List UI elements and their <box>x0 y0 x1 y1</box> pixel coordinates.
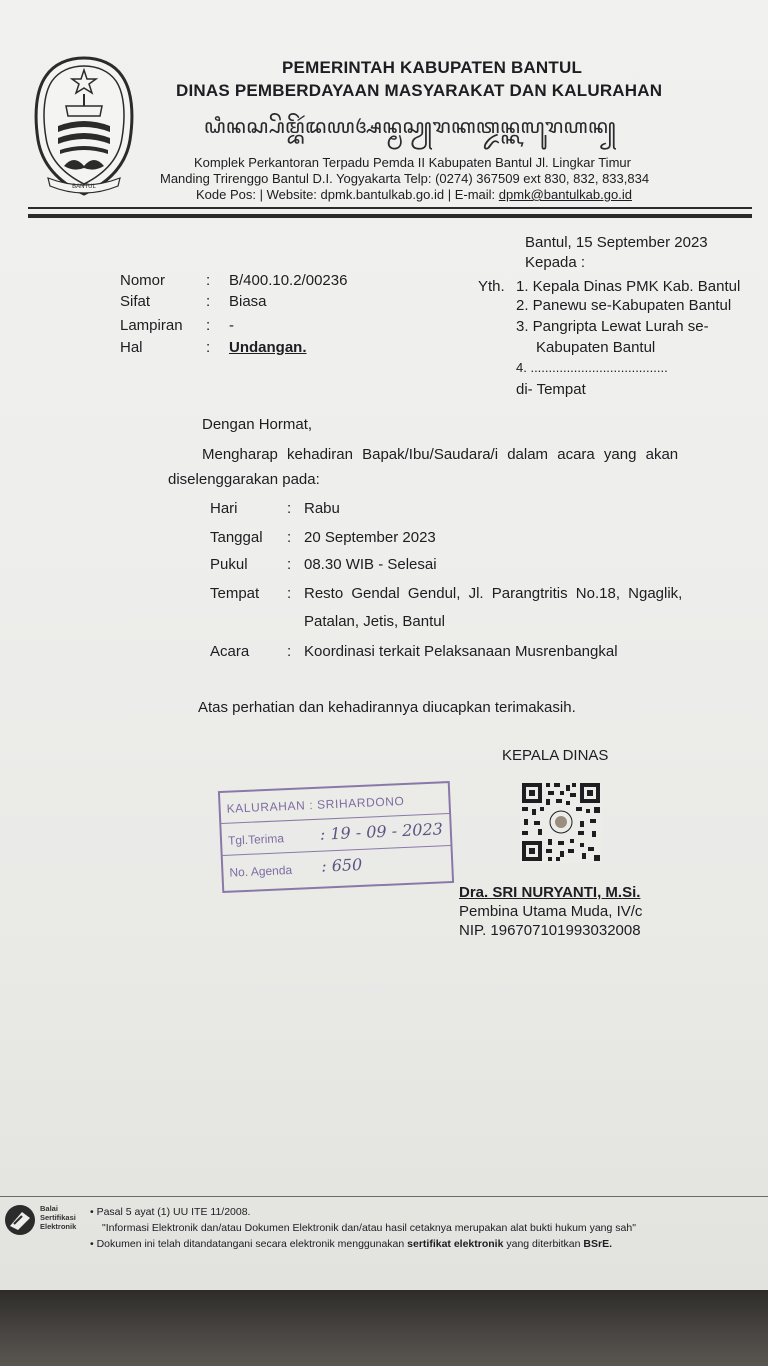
hari-label: Hari <box>210 500 238 517</box>
bsre-label <box>40 1204 76 1231</box>
signature-title: KEPALA DINAS <box>502 747 609 764</box>
header-address-line3 <box>196 187 632 202</box>
header-divider-thin <box>28 207 752 209</box>
recipient-4: 4. ...................................... <box>516 360 668 375</box>
tempat-colon: : <box>287 585 292 602</box>
bsre-label-line2: Sertifikasi <box>40 1213 76 1222</box>
hal-value: Undangan. <box>229 339 307 356</box>
stamp-date-handwritten: : 19 - 09 - 2023 <box>319 819 444 844</box>
recipient-3-continued: Kabupaten Bantul <box>536 339 656 356</box>
lampiran-colon: : <box>206 317 211 334</box>
stamp-kalurahan-text: KALURAHAN : SRIHARDONO <box>226 793 405 816</box>
signature-qr-code-icon <box>520 781 602 863</box>
stamp-agenda-handwritten: : 650 <box>320 854 363 876</box>
hari-value: Rabu <box>304 500 340 517</box>
footer-esign-bold: sertifikat elektronik <box>407 1238 504 1250</box>
signatory-name: Dra. SRI NURYANTI, M.Si. <box>459 884 641 901</box>
hal-label: Hal <box>120 339 143 356</box>
greeting: Dengan Hormat, <box>202 416 313 433</box>
recipient-place: di- Tempat <box>516 381 586 398</box>
hal-colon: : <box>206 339 211 356</box>
tanggal-value: 20 September 2023 <box>304 529 436 546</box>
sifat-value: Biasa <box>229 293 267 310</box>
pukul-value: 08.30 WIB - Selesai <box>304 556 437 573</box>
reception-stamp <box>218 781 454 893</box>
recipient-1: 1. Kepala Dinas PMK Kab. Bantul <box>516 278 741 295</box>
table-surface-background <box>0 1290 768 1366</box>
invitation-paragraph-line1: Mengharap kehadiran Bapak/Ibu/Saudara/i dalam acara yang akan <box>202 446 679 463</box>
nomor-value: B/400.10.2/00236 <box>229 272 348 289</box>
signatory-nip: NIP. 196707101993032008 <box>459 922 641 939</box>
nomor-colon: : <box>206 272 211 289</box>
acara-label: Acara <box>210 643 250 660</box>
header-address-line1: Komplek Perkantoran Terpadu Pemda II Kabupaten Bantul Jl. Lingkar Timur <box>194 155 631 170</box>
letter-date: Bantul, 15 September 2023 <box>525 234 708 251</box>
tempat-value-line1: Resto Gendal Gendul, Jl. Parangtritis No.18, Ngaglik, <box>304 585 683 602</box>
lampiran-value: - <box>229 317 234 334</box>
stamp-date-label: Tgl.Terima <box>227 831 285 848</box>
pukul-colon: : <box>287 556 292 573</box>
closing-sentence: Atas perhatian dan kehadirannya diucapkan terimakasih. <box>198 699 576 716</box>
acara-colon: : <box>287 643 292 660</box>
nomor-label: Nomor <box>120 272 166 289</box>
lampiran-label: Lampiran <box>120 317 183 334</box>
sifat-colon: : <box>206 293 211 310</box>
tanggal-label: Tanggal <box>210 529 263 546</box>
header-government: PEMERINTAH KABUPATEN BANTUL <box>282 58 583 77</box>
footer-law-reference: • Pasal 5 ayat (1) UU ITE 11/2008. <box>90 1206 251 1218</box>
recipient-2: 2. Panewu se-Kabupaten Bantul <box>516 297 732 314</box>
yth-label: Yth. <box>478 278 505 295</box>
header-javanese-script: ꦝꦶꦤꦱ꧀ꦥꦼꦩ꧀ꦧꦼꦂꦢꦪꦄꦤ꧀ꦩꦱꦾꦫꦏꦠ꧀ꦢꦤ꧀ꦏꦭꦸꦫꦲꦤ꧀ <box>204 114 617 138</box>
hari-colon: : <box>287 500 292 517</box>
pukul-label: Pukul <box>210 556 248 573</box>
header-agency: DINAS PEMBERDAYAAN MASYARAKAT DAN KALURAHAN <box>176 81 663 100</box>
footer-divider <box>0 1196 768 1197</box>
footer-esign-suffix: yang diterbitkan <box>503 1238 584 1250</box>
bantul-regency-emblem-icon <box>30 54 138 200</box>
header-contact-text: Kode Pos: | Website: dpmk.bantulkab.go.id | E-mail: <box>196 187 499 202</box>
footer-law-quote: "Informasi Elektronik dan/atau Dokumen Elektronik dan/atau hasil cetaknya merupakan alat bukti hukum yang sah" <box>102 1222 636 1234</box>
bsre-label-line1: Balai <box>40 1204 58 1213</box>
sifat-label: Sifat <box>120 293 151 310</box>
email-link[interactable]: dpmk@bantulkab.go.id <box>498 187 632 202</box>
recipient-3: 3. Pangripta Lewat Lurah se- <box>516 318 709 335</box>
tempat-value-line2: Patalan, Jetis, Bantul <box>304 613 445 630</box>
signatory-rank: Pembina Utama Muda, IV/c <box>459 903 643 920</box>
kepada-label: Kepada : <box>525 254 586 271</box>
header-address-line2: Manding Trirenggo Bantul D.I. Yogyakarta Telp: (0274) 367509 ext 830, 832, 833,834 <box>160 171 650 186</box>
footer-esign-bsre: BSrE. <box>583 1238 612 1250</box>
bsre-logo-icon <box>2 1200 38 1236</box>
invitation-paragraph-line2: diselenggarakan pada: <box>168 471 320 488</box>
tanggal-colon: : <box>287 529 292 546</box>
footer-esign-text: • Dokumen ini telah ditandatangani secara elektronik menggunakan <box>90 1238 408 1250</box>
bsre-label-line3: Elektronik <box>40 1222 77 1231</box>
acara-value: Koordinasi terkait Pelaksanaan Musrenbangkal <box>304 643 618 660</box>
tempat-label: Tempat <box>210 585 260 602</box>
emblem-ribbon-text: BANTUL <box>72 184 96 190</box>
footer-esign-note <box>90 1238 612 1250</box>
stamp-agenda-label: No. Agenda <box>229 862 293 880</box>
header-divider-thick <box>28 214 752 218</box>
